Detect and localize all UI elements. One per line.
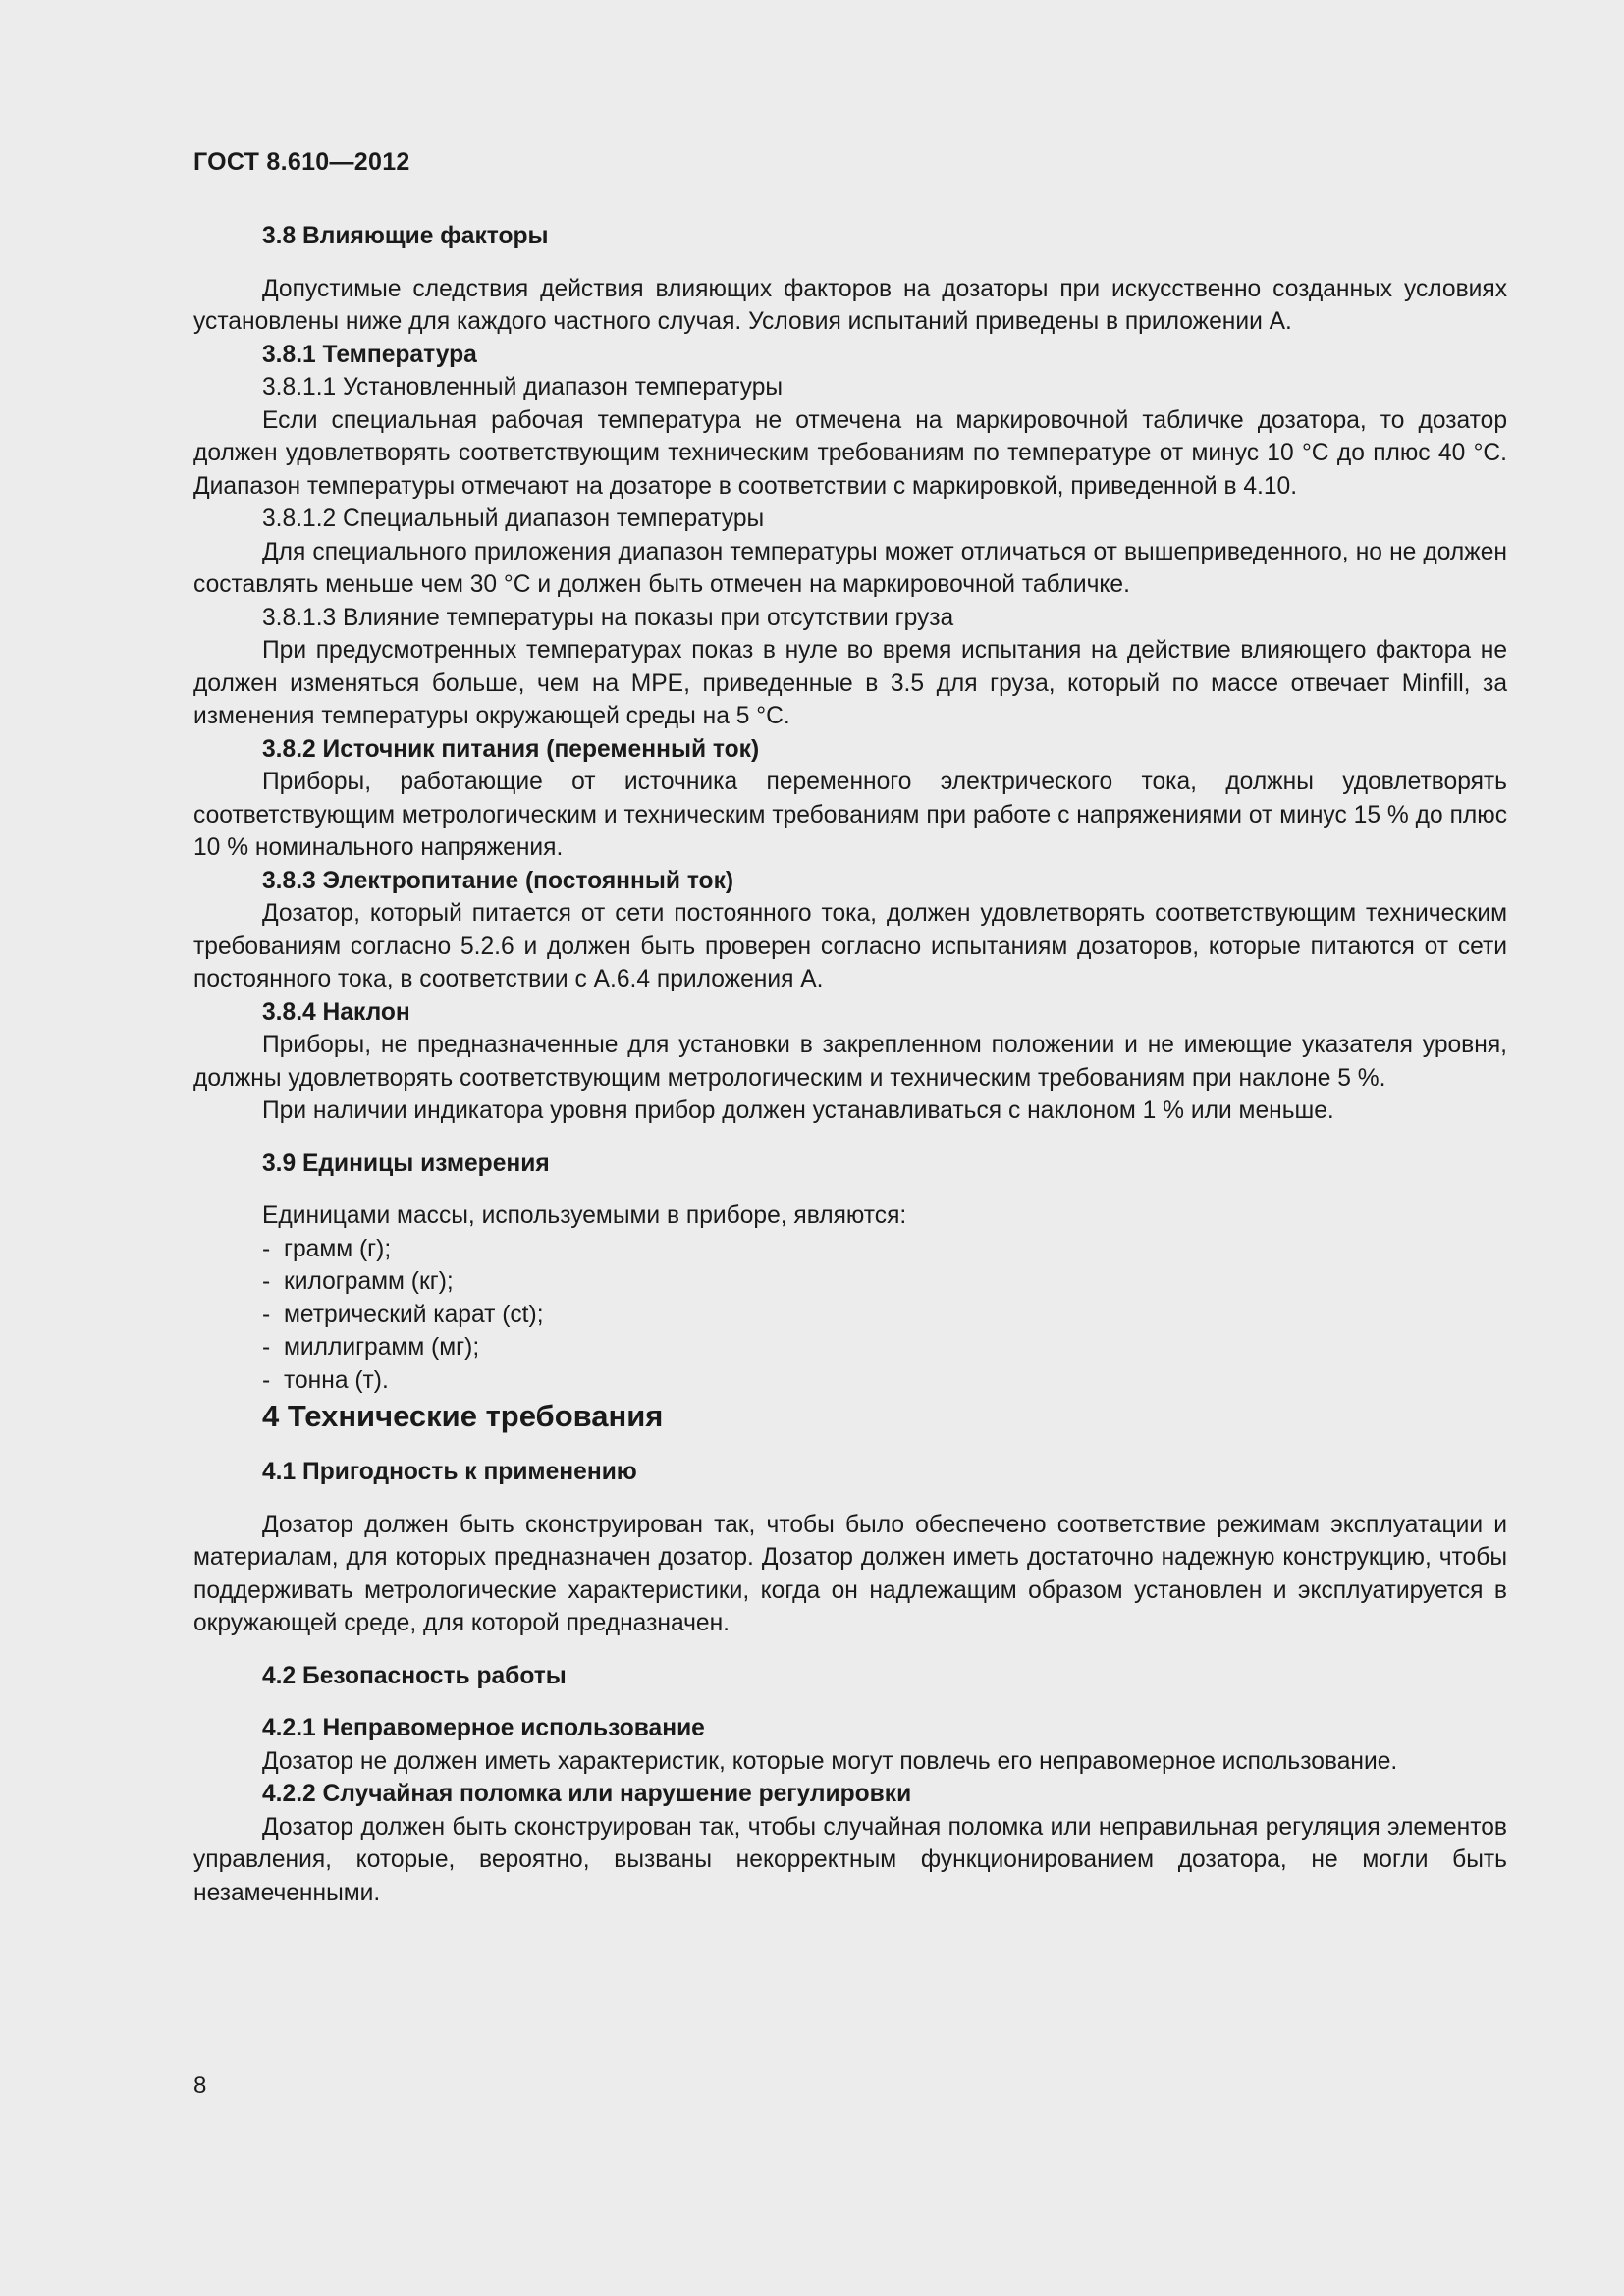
section-3-8-title: 3.8 Влияющие факторы	[262, 223, 549, 249]
section-3-8-1-1-title: 3.8.1.1 Установленный диапазон температуры	[262, 374, 784, 400]
section-3-8-2-text: Приборы, работающие от источника переменного электрического тока, должны удовлетворять соответствующим метрологическим и техническим требованиям при работе с напряжениями от минус 15 % до плюс 10 % номинального напряжения.	[193, 769, 1507, 861]
section-3-8-1-title: 3.8.1 Температура	[262, 341, 477, 368]
section-3-8-1-3-text: При предусмотренных температурах показ в нуле во время испытания на действие влияющего фактора не должен изменяться больше, чем на МРЕ, приведенные в 3.5 для груза, который по массе отвечает Minfill, за изменения температуры окружающей среды на 5 °С.	[193, 637, 1507, 729]
list-item: - килограмм (кг);	[262, 1268, 454, 1295]
section-3-8-1-1-text: Если специальная рабочая температура не отмечена на маркировочной табличке дозатора, то дозатор должен удовлетворять соответствующим техническим требованиям по температуре от минус 10 °С до плюс 40 °С. Диапазон температуры отмечают на дозаторе в соответствии с маркировкой, приведенной в 4.10.	[193, 406, 1507, 500]
document-header: ГОСТ 8.610—2012	[193, 148, 410, 176]
list-item: - грамм (г);	[262, 1235, 392, 1262]
section-4-1-text: Дозатор должен быть сконструирован так, чтобы было обеспечено соответствие режимам эксплуатации и материалам, для которых предназначен дозатор. Дозатор должен иметь достаточно надежную конструкцию, чтобы поддерживать метрологические характеристики, когда он надлежащим образом установлен и эксплуатируется в окружающей среде, для которой предназначен.	[193, 1511, 1507, 1636]
document-body	[193, 220, 1507, 1909]
section-3-8-1-2-title: 3.8.1.2 Специальный диапазон температуры	[262, 506, 765, 532]
section-3-8-1-3-title: 3.8.1.3 Влияние температуры на показы при отсутствии груза	[262, 604, 954, 631]
section-3-8-4-text-1: Приборы, не предназначенные для установки в закрепленном положении и не имеющие указателя уровня, должны удовлетворять соответствующим метрологическим и техническим требованиям при наклоне 5 %.	[193, 1032, 1507, 1092]
section-4-2-1-title: 4.2.1 Неправомерное использование	[262, 1715, 705, 1741]
section-3-8-3-text: Дозатор, который питается от сети постоянного тока, должен удовлетворять соответствующим техническим требованиям согласно 5.2.6 и должен быть проверен согласно испытаниям дозаторов, которые питаются от сети постоянного тока, в соответствии с А.6.4 приложения А.	[193, 900, 1507, 992]
section-4-2-1-text: Дозатор не должен иметь характеристик, которые могут повлечь его неправомерное использование.	[262, 1747, 1398, 1775]
units-list	[193, 1233, 1507, 1398]
section-3-9-title: 3.9 Единицы измерения	[262, 1149, 550, 1177]
list-item: - метрический карат (ct);	[262, 1301, 544, 1328]
list-item: - миллиграмм (мг);	[262, 1334, 480, 1361]
section-4-1-title: 4.1 Пригодность к применению	[262, 1459, 637, 1485]
section-4-2-title: 4.2 Безопасность работы	[262, 1662, 567, 1689]
section-3-8-intro: Допустимые следствия действия влияющих факторов на дозаторы при искусственно созданных условиях установлены ниже для каждого частного случая. Условия испытаний приведены в приложении А.	[193, 275, 1507, 335]
section-3-8-2-title: 3.8.2 Источник питания (переменный ток)	[262, 735, 760, 763]
section-3-8-4-text-2: При наличии индикатора уровня прибор должен устанавливаться с наклоном 1 % или меньше.	[262, 1097, 1334, 1124]
list-item: - тонна (т).	[262, 1366, 389, 1394]
section-3-8-3-title: 3.8.3 Электропитание (постоянный ток)	[262, 867, 734, 894]
section-4-2-2-text: Дозатор должен быть сконструирован так, чтобы случайная поломка или неправильная регуляция элементов управления, которые, вероятно, вызваны некорректным функционированием дозатора, не могли быть незамеченными.	[193, 1813, 1507, 1906]
section-4-2-2-title: 4.2.2 Случайная поломка или нарушение регулировки	[262, 1781, 912, 1807]
page-number: 8	[193, 2072, 207, 2099]
section-3-8-1-2-text: Для специального приложения диапазон температуры может отличаться от вышеприведенного, но не должен составлять меньше чем 30 °С и должен быть отмечен на маркировочной табличке.	[193, 538, 1507, 598]
section-4-title: 4 Технические требования	[262, 1399, 664, 1433]
section-3-8-4-title: 3.8.4 Наклон	[262, 998, 410, 1026]
section-3-9-intro: Единицами массы, используемыми в приборе, являются:	[262, 1202, 907, 1229]
